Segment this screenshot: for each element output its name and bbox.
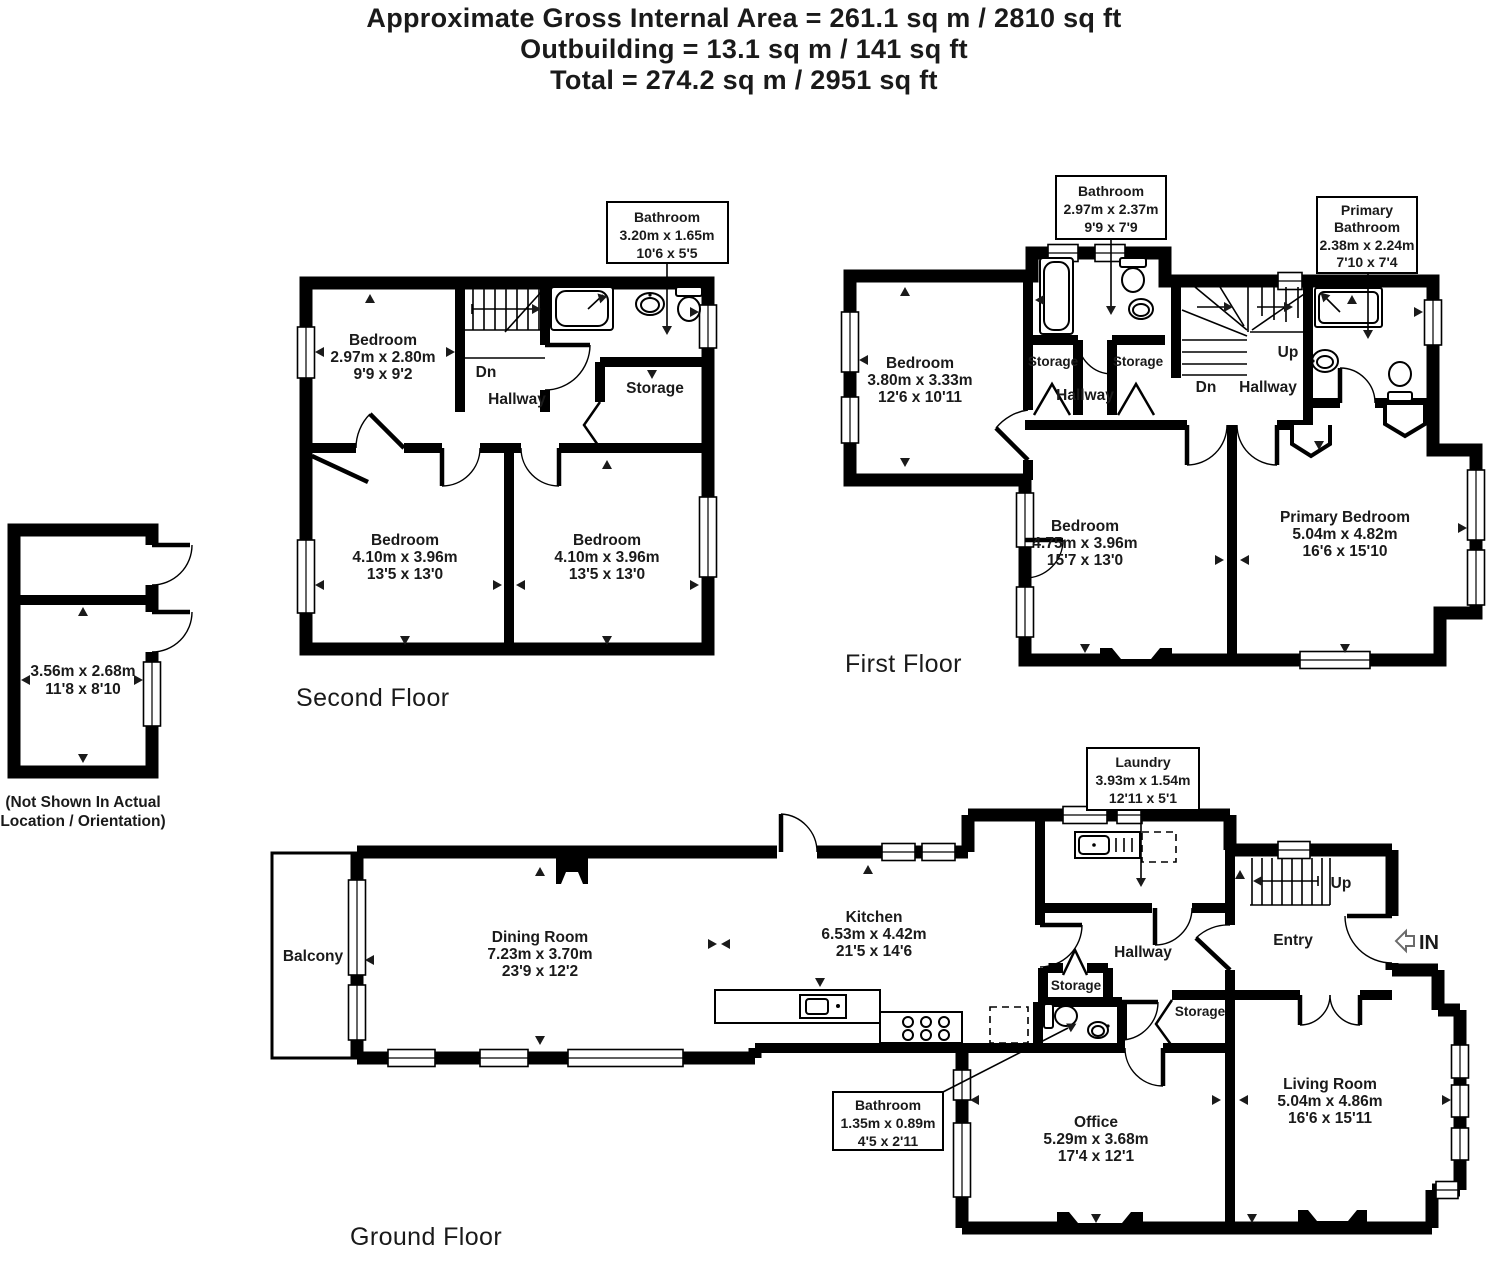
- bedroom-top-imperial: 9'9 x 9'2: [353, 366, 413, 383]
- bedroom-bottom-metric: 4.75m x 3.96m: [1032, 535, 1138, 552]
- office-metric: 5.29m x 3.68m: [1043, 1131, 1149, 1148]
- header-line-1: Approximate Gross Internal Area = 261.1 sq m / 2810 sq ft: [366, 3, 1122, 33]
- callout-room-metric: 1.35m x 0.89m: [840, 1115, 936, 1131]
- first-floor-title: First Floor: [845, 650, 962, 678]
- hallway-left-label: Hallway: [1056, 387, 1114, 404]
- hallway-label: Hallway: [1114, 944, 1172, 961]
- in-label: IN: [1419, 932, 1439, 954]
- callout-room-name: Bathroom: [633, 209, 701, 225]
- bedroom-left-name: Bedroom: [370, 532, 440, 549]
- toilet-icon: [1120, 258, 1146, 292]
- callout-room-metric: 3.93m x 1.54m: [1095, 772, 1191, 788]
- bedroom-left-name: Bedroom: [885, 355, 955, 372]
- bathtub-icon: [1040, 258, 1073, 334]
- primary-bedroom-imperial: 16'6 x 15'10: [1302, 543, 1388, 560]
- kitchen-metric: 6.53m x 4.42m: [821, 926, 927, 943]
- windows: [842, 245, 1485, 669]
- storage-small-label: Storage: [1050, 978, 1102, 993]
- outbuilding-note-2: Location / Orientation): [0, 813, 166, 830]
- bedroom-bottom-imperial: 15'7 x 13'0: [1046, 552, 1124, 569]
- shower-icon: [1315, 288, 1382, 327]
- dining-room-metric: 7.23m x 3.70m: [487, 946, 593, 963]
- second-floor-plan: [296, 202, 728, 712]
- sink-icon: [1129, 299, 1153, 319]
- bedroom-left-metric: 3.80m x 3.33m: [867, 372, 973, 389]
- header-line-3: Total = 274.2 sq m / 2951 sq ft: [550, 65, 938, 95]
- laundry-sink-icon: [1075, 832, 1140, 858]
- bedroom-right-metric: 4.10m x 3.96m: [554, 549, 660, 566]
- stairs-up-label: Up: [1277, 344, 1299, 361]
- bedroom-top-metric: 2.97m x 2.80m: [330, 349, 436, 366]
- callout-room-imperial: 9'9 x 7'9: [1084, 219, 1138, 235]
- kitchen-imperial: 21'5 x 14'6: [835, 943, 913, 960]
- outbuilding-metric: 3.56m x 2.68m: [30, 663, 136, 680]
- kitchen-name: Kitchen: [845, 909, 903, 926]
- bedroom-right-name: Bedroom: [572, 532, 642, 549]
- callout-room-imperial: 10'6 x 5'5: [636, 245, 698, 261]
- stairs-icon: [1182, 287, 1312, 375]
- stairs-dn-label: Dn: [1195, 379, 1217, 396]
- callout-room-imperial: 12'11 x 5'1: [1108, 790, 1178, 806]
- stairs-dn-label: Dn: [475, 364, 497, 381]
- dining-room-name: Dining Room: [491, 929, 589, 946]
- callout-room-imperial: 4'5 x 2'11: [857, 1133, 919, 1149]
- bedroom-right-imperial: 13'5 x 13'0: [568, 566, 646, 583]
- living-room-name: Living Room: [1283, 1076, 1377, 1093]
- office-imperial: 17'4 x 12'1: [1057, 1148, 1135, 1165]
- sink-icon: [636, 293, 664, 315]
- living-room-metric: 5.04m x 4.86m: [1277, 1093, 1383, 1110]
- header: [366, 3, 1121, 95]
- primary-sink-icon: [1311, 350, 1338, 372]
- storage-left-label: Storage: [1027, 354, 1079, 369]
- laundry-appliance-dashed: [1142, 832, 1176, 862]
- room-labels: [867, 344, 1410, 569]
- outbuilding-imperial: 11'8 x 8'10: [45, 681, 121, 698]
- bathtub-icon: [551, 287, 613, 330]
- callout-room-metric: 2.38m x 2.24m: [1319, 237, 1415, 253]
- bedroom-left-imperial: 12'6 x 10'11: [877, 389, 963, 406]
- ground-floor-plan: [272, 748, 1469, 1251]
- stairs-icon: [462, 288, 545, 358]
- stairs-icon: [1250, 858, 1330, 905]
- entry-label: Entry: [1273, 932, 1313, 949]
- storage-right-label: Storage: [1112, 354, 1164, 369]
- callout-room-name: Bathroom: [854, 1097, 922, 1113]
- appliance-dashed: [990, 1007, 1028, 1043]
- living-room-imperial: 16'6 x 15'11: [1287, 1110, 1373, 1127]
- primary-bedroom-metric: 5.04m x 4.82m: [1292, 526, 1398, 543]
- first-floor-plan: [842, 176, 1485, 678]
- storage-label: Storage: [626, 380, 684, 397]
- windows: [144, 662, 161, 726]
- outbuilding-plan: [0, 530, 192, 830]
- sink-icon: [1088, 1022, 1110, 1038]
- bedroom-left-imperial: 13'5 x 13'0: [366, 566, 444, 583]
- stairs-up-label: Up: [1330, 875, 1352, 892]
- chimney-breast: [1100, 648, 1172, 663]
- hallway-label: Hallway: [488, 391, 546, 408]
- ground-floor-title: Ground Floor: [350, 1223, 503, 1251]
- primary-bedroom-name: Primary Bedroom: [1279, 509, 1411, 526]
- header-line-2: Outbuilding = 13.1 sq m / 141 sq ft: [520, 34, 968, 64]
- bedroom-top-name: Bedroom: [348, 332, 418, 349]
- callout-room-name: Laundry: [1115, 754, 1171, 770]
- callout-room-name-1: Primary: [1340, 202, 1394, 218]
- office-name: Office: [1074, 1114, 1118, 1131]
- bedroom-bottom-name: Bedroom: [1050, 518, 1120, 535]
- balcony-label: Balcony: [282, 948, 344, 965]
- primary-toilet-icon: [1388, 362, 1412, 401]
- bedroom-left-metric: 4.10m x 3.96m: [352, 549, 458, 566]
- outbuilding-note-1: (Not Shown In Actual: [5, 794, 161, 811]
- toilet-icon: [676, 287, 702, 321]
- storage-hall-label: Storage: [1174, 1004, 1226, 1019]
- hallway-right-label: Hallway: [1239, 379, 1297, 396]
- callout-room-metric: 3.20m x 1.65m: [619, 227, 715, 243]
- walls: [14, 530, 152, 772]
- callout-room-imperial: 7'10 x 7'4: [1336, 254, 1398, 270]
- dining-room-imperial: 23'9 x 12'2: [501, 963, 579, 980]
- callout-room-name-2: Bathroom: [1333, 219, 1401, 235]
- callout-room-metric: 2.97m x 2.37m: [1063, 201, 1159, 217]
- callout-room-name: Bathroom: [1077, 183, 1145, 199]
- second-floor-title: Second Floor: [296, 684, 450, 712]
